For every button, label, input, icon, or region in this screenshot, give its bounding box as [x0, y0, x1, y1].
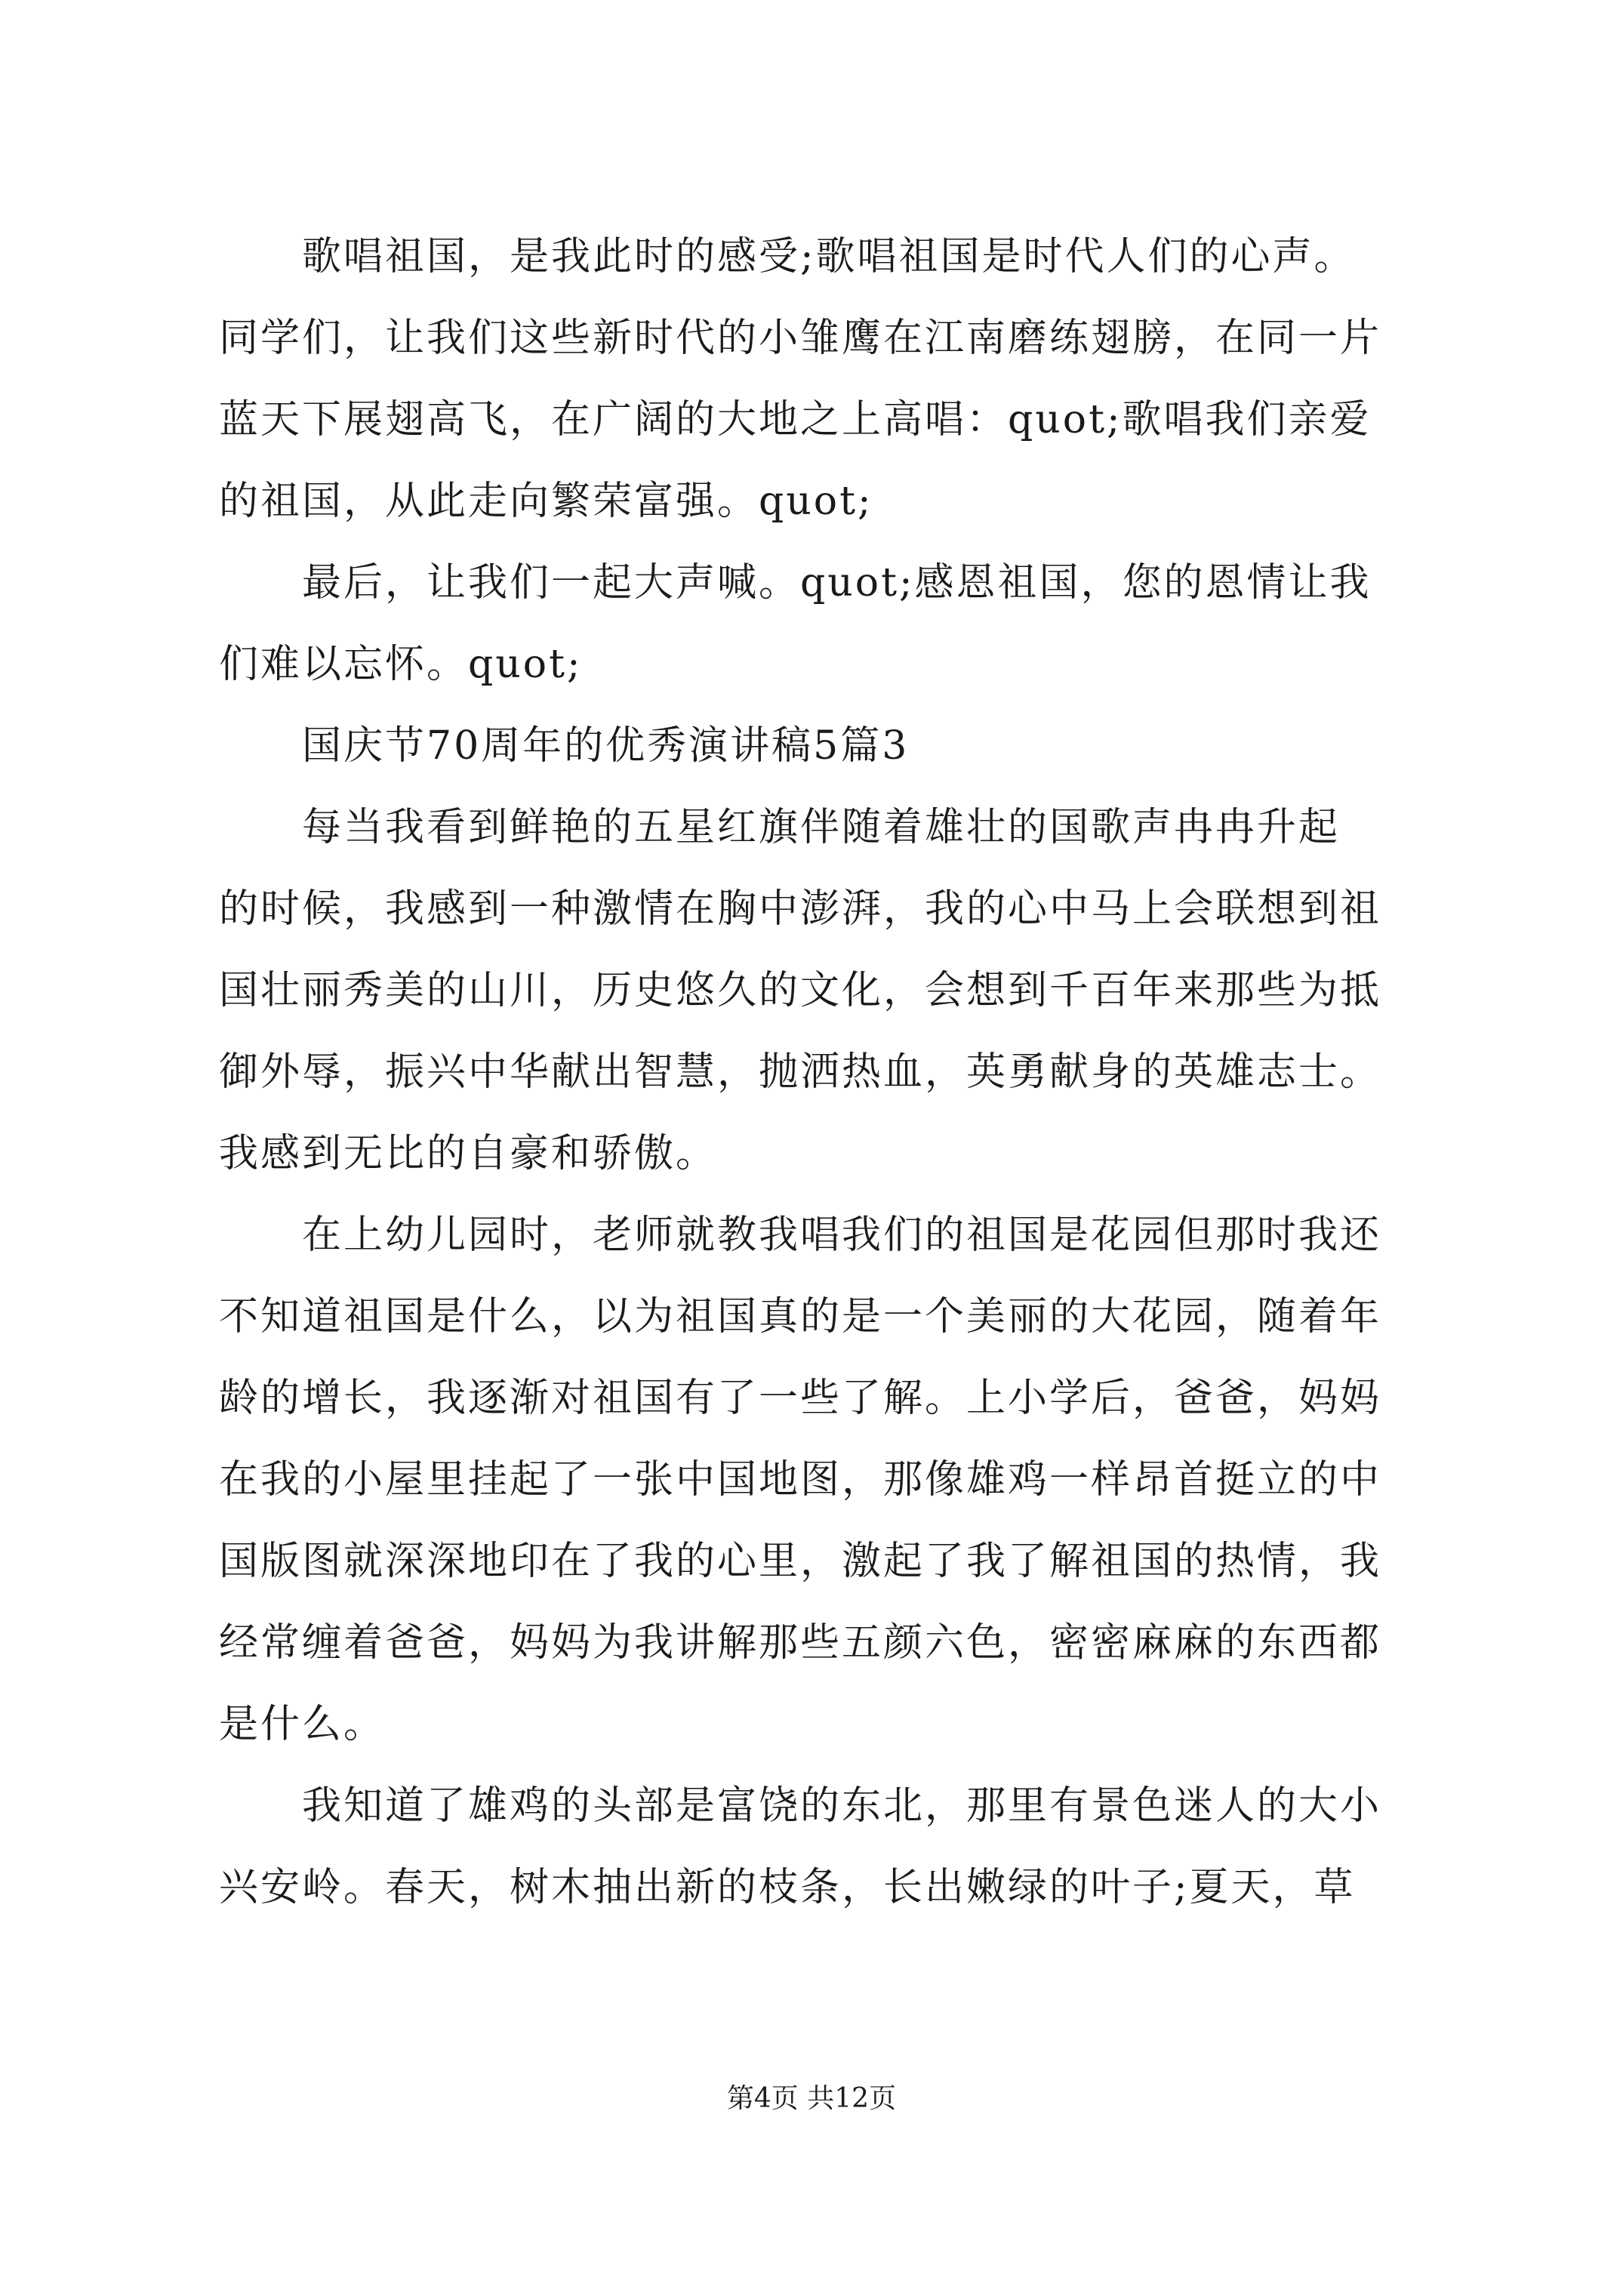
text-line: 每当我看到鲜艳的五星红旗伴随着雄壮的国歌声冉冉升起 [302, 805, 1341, 850]
text-line: 是什么。 [219, 1702, 386, 1747]
text-line: 的祖国，从此走向繁荣富强。quot; [219, 479, 873, 524]
text-line: 经常缠着爸爸，妈妈为我讲解那些五颜六色，密密麻麻的东西都 [219, 1620, 1382, 1666]
text-line: 我知道了雄鸡的头部是富饶的东北，那里有景色迷人的大小 [302, 1783, 1382, 1829]
text-line: 御外辱，振兴中华献出智慧，抛洒热血，英勇献身的英雄志士。 [219, 1049, 1382, 1095]
text-line: 龄的增长，我逐渐对祖国有了一些了解。上小学后，爸爸，妈妈 [219, 1376, 1382, 1421]
page-footer: 第4页 共12页 [726, 2083, 897, 2114]
text-line: 国壮丽秀美的山川，历史悠久的文化，会想到千百年来那些为抵 [219, 968, 1382, 1013]
section-heading: 国庆节70周年的优秀演讲稿5篇3 [302, 723, 910, 769]
text-line: 不知道祖国是什么，以为祖国真的是一个美丽的大花园，随着年 [219, 1294, 1382, 1339]
text-line: 蓝天下展翅高飞，在广阔的大地之上高唱：quot;歌唱我们亲爱 [219, 397, 1372, 442]
text-line: 国版图就深深地印在了我的心里，激起了我了解祖国的热情，我 [219, 1539, 1382, 1584]
text-line: 兴安岭。春天，树木抽出新的枝条，长出嫩绿的叶子;夏天，草 [219, 1865, 1356, 1910]
text-line: 们难以忘怀。quot; [219, 642, 583, 687]
text-line: 歌唱祖国，是我此时的感受;歌唱祖国是时代人们的心声。 [302, 234, 1356, 279]
text-line: 的时候，我感到一种激情在胸中澎湃，我的心中马上会联想到祖 [219, 886, 1382, 932]
text-line: 在我的小屋里挂起了一张中国地图，那像雄鸡一样昂首挺立的中 [219, 1457, 1382, 1502]
text-line: 最后，让我们一起大声喊。quot;感恩祖国，您的恩情让我 [302, 560, 1372, 606]
text-line: 在上幼儿园时，老师就教我唱我们的祖国是花园但那时我还 [302, 1213, 1382, 1258]
text-line: 同学们，让我们这些新时代的小雏鹰在江南磨练翅膀，在同一片 [219, 316, 1382, 361]
text-line: 我感到无比的自豪和骄傲。 [219, 1131, 718, 1176]
